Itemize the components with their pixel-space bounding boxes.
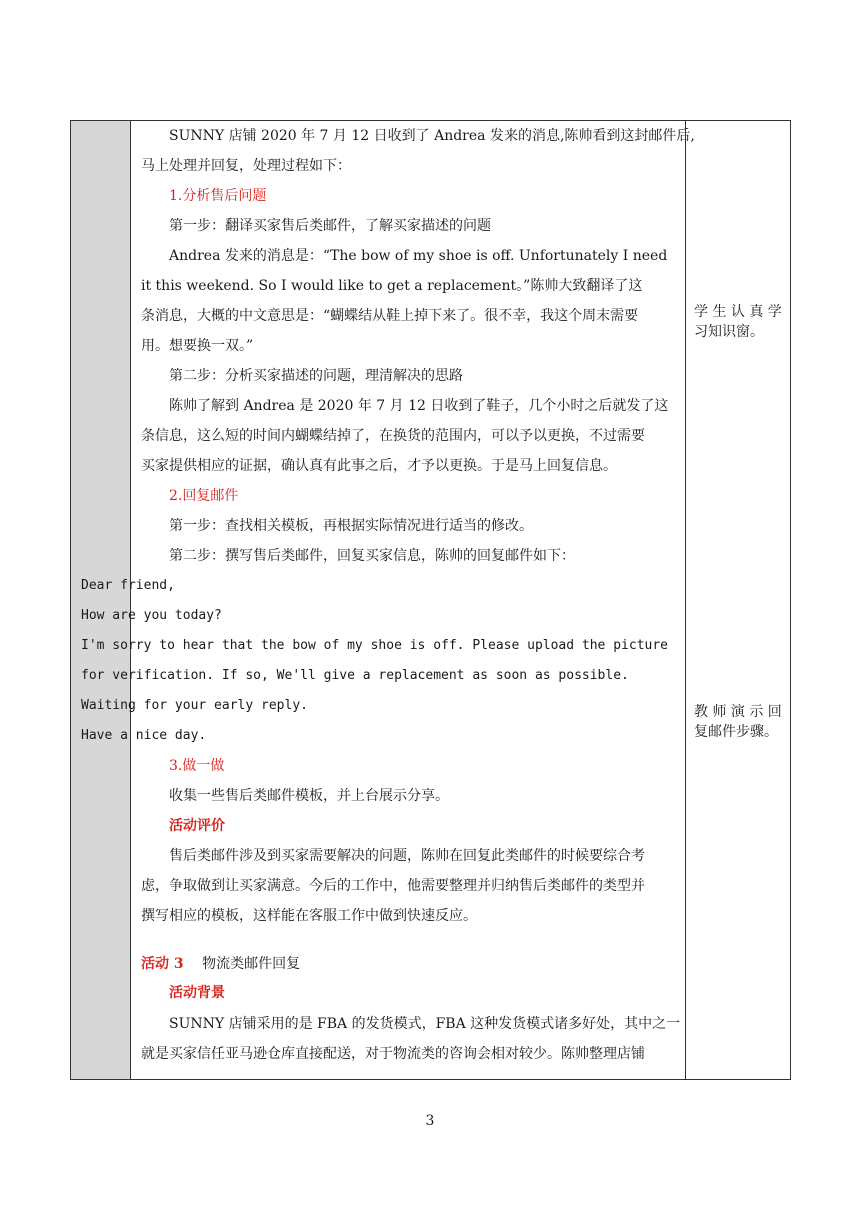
background-title: 活动背景 — [169, 985, 225, 1001]
note-line: 教 师 演 示 回 — [694, 704, 782, 720]
section-heading-1: 1.分析售后问题 — [169, 188, 267, 204]
step-line: 第二步：撰写售后类邮件，回复买家信息，陈帅的回复邮件如下： — [169, 548, 575, 564]
notes-column — [685, 121, 790, 1079]
evaluation-line: 售后类邮件涉及到买家需要解决的问题，陈帅在回复此类邮件的时候要综合考 — [169, 848, 645, 864]
note-line: 复邮件步骤。 — [694, 724, 778, 740]
mail-line: Have a nice day. — [81, 728, 207, 743]
activity-3-label: 活动 3 — [141, 956, 184, 972]
step-line: 第一步：翻译买家售后类邮件，了解买家描述的问题 — [169, 218, 491, 234]
evaluation-title: 活动评价 — [169, 818, 225, 834]
left-column — [71, 121, 131, 1079]
message-line: Andrea 发来的消息是：“The bow of my shoe is off. Unfortunately I need — [169, 248, 668, 264]
page-number: 3 — [425, 1113, 435, 1129]
step-line: 第一步：查找相关模板，再根据实际情况进行适当的修改。 — [169, 518, 533, 534]
task-line: 收集一些售后类邮件模板，并上台展示分享。 — [169, 788, 449, 804]
analysis-line: 条信息，这么短的时间内蝴蝶结掉了，在换货的范围内，可以予以更换，不过需要 — [141, 428, 645, 444]
message-line: it this weekend. So I would like to get a replacement。”陈帅大致翻译了这 — [141, 278, 643, 294]
analysis-line: 陈帅了解到 Andrea 是 2020 年 7 月 12 日收到了鞋子，几个小时之后就发了这 — [169, 398, 669, 414]
lesson-table — [70, 120, 791, 1080]
message-line: 条消息，大概的中文意思是：“蝴蝶结从鞋上掉下来了。很不幸，我这个周末需要 — [141, 308, 639, 324]
mail-line: I'm sorry to hear that the bow of my shoe is off. Please upload the picture — [81, 638, 668, 653]
activity-3-heading — [141, 954, 300, 974]
background-line: SUNNY 店铺采用的是 FBA 的发货模式，FBA 这种发货模式诸多好处，其中之一 — [169, 1016, 681, 1032]
section-heading-2: 2.回复邮件 — [169, 488, 239, 504]
note-line: 学 生 认 真 学 — [694, 304, 782, 320]
paragraph-line: SUNNY 店铺 2020 年 7 月 12 日收到了 Andrea 发来的消息,陈帅看到这封邮件后, — [169, 128, 695, 144]
paragraph-line: 马上处理并回复，处理过程如下： — [141, 158, 351, 174]
note-line: 习知识窗。 — [694, 324, 764, 340]
mail-line: Waiting for your early reply. — [81, 698, 308, 713]
message-line: 用。想要换一双。” — [141, 338, 254, 354]
step-line: 第二步：分析买家描述的问题，理清解决的思路 — [169, 368, 463, 384]
section-heading-3: 3.做一做 — [169, 758, 225, 774]
background-line: 就是买家信任亚马逊仓库直接配送，对于物流类的咨询会相对较少。陈帅整理店铺 — [141, 1046, 645, 1062]
mail-line: Dear friend, — [81, 578, 175, 593]
mail-line: for verification. If so, We'll give a replacement as soon as possible. — [81, 668, 629, 683]
evaluation-line: 撰写相应的模板，这样能在客服工作中做到快速反应。 — [141, 908, 477, 924]
mail-line: How are you today? — [81, 608, 222, 623]
analysis-line: 买家提供相应的证据，确认真有此事之后，才予以更换。于是马上回复信息。 — [141, 458, 617, 474]
evaluation-line: 虑，争取做到让买家满意。今后的工作中，他需要整理并归纳售后类邮件的类型并 — [141, 878, 645, 894]
activity-3-title: 物流类邮件回复 — [202, 956, 301, 972]
